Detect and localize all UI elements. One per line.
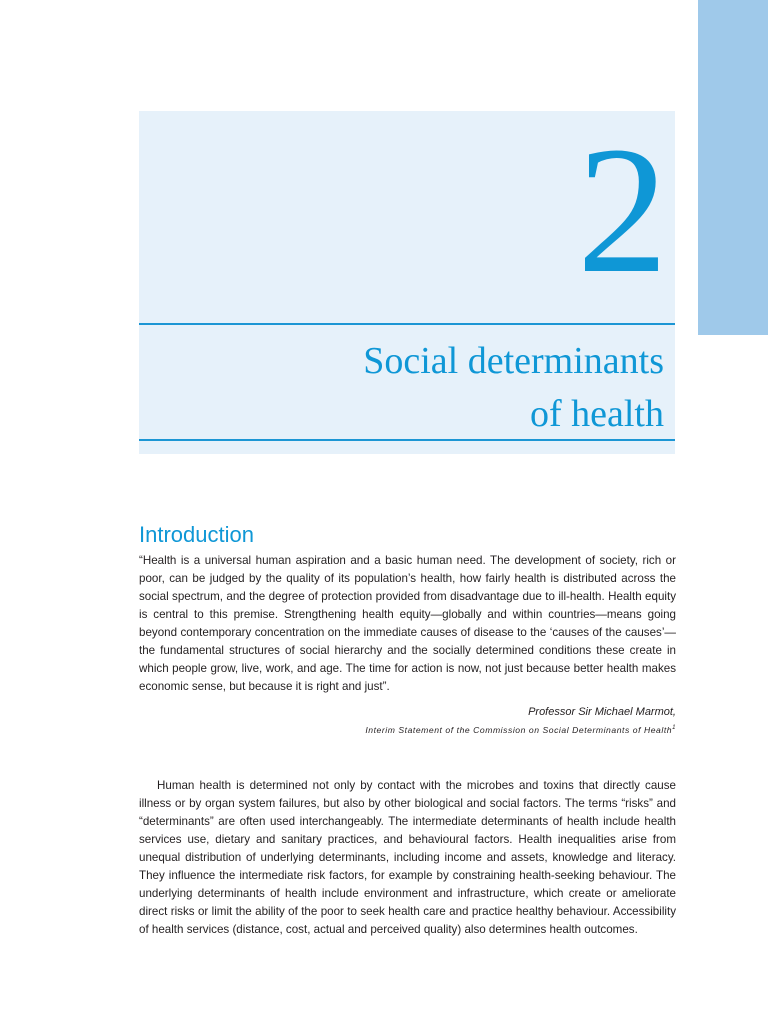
chapter-side-tab bbox=[698, 0, 768, 335]
quote-source-text: Interim Statement of the Commission on Social Determinants of Health bbox=[365, 725, 673, 735]
chapter-title-line-2: of health bbox=[529, 393, 664, 435]
footnote-marker: 1 bbox=[672, 725, 676, 732]
chapter-title-line-1: Social determinants bbox=[363, 340, 664, 382]
introduction-quote: “Health is a universal human aspiration and a basic human need. The development of society, rich or poor, can be judged by the quality of its population’s health, how fairly health is distributed across the social spectrum, and the degree of protection provided from disadvantage due to ill-health. Health equity is central to this premise. Strengthening health equity—globally and within countries—means going beyond contemporary concentration on the immediate causes of disease to the ‘causes of the causes’—the fundamental structures of social hierarchy and the socially determined conditions these create in which people grow, live, work, and age. The time for action is now, not just because better health makes economic sense, but because it is right and just”. bbox=[139, 554, 676, 693]
title-rule-top bbox=[139, 323, 675, 325]
quote-attribution: Professor Sir Michael Marmot, bbox=[528, 706, 676, 718]
chapter-number: 2 bbox=[577, 110, 668, 311]
body-paragraph: Human health is determined not only by contact with the microbes and toxins that directly cause illness or by organ system failures, but also by other biological and social factors. The terms “risks” and “determinants” are often used interchangeably. The intermediate determinants of health include health services use, dietary and sanitary practices, and behavioural factors. Health inequalities arise from unequal distribution of underlying determinants, including income and assets, knowledge and literacy. They influence the intermediate risk factors, for example by constraining health-seeking behaviour. The underlying determinants of health include environment and infrastructure, which create or ameliorate direct risks or limit the ability of the poor to seek health care and practice healthy behaviour. Accessibility of health services (distance, cost, actual and perceived quality) also determines health outcomes. bbox=[139, 779, 676, 936]
chapter-title bbox=[363, 335, 664, 441]
quote-source bbox=[365, 725, 676, 735]
title-rule-bottom bbox=[139, 439, 675, 441]
section-heading-introduction: Introduction bbox=[139, 522, 254, 547]
